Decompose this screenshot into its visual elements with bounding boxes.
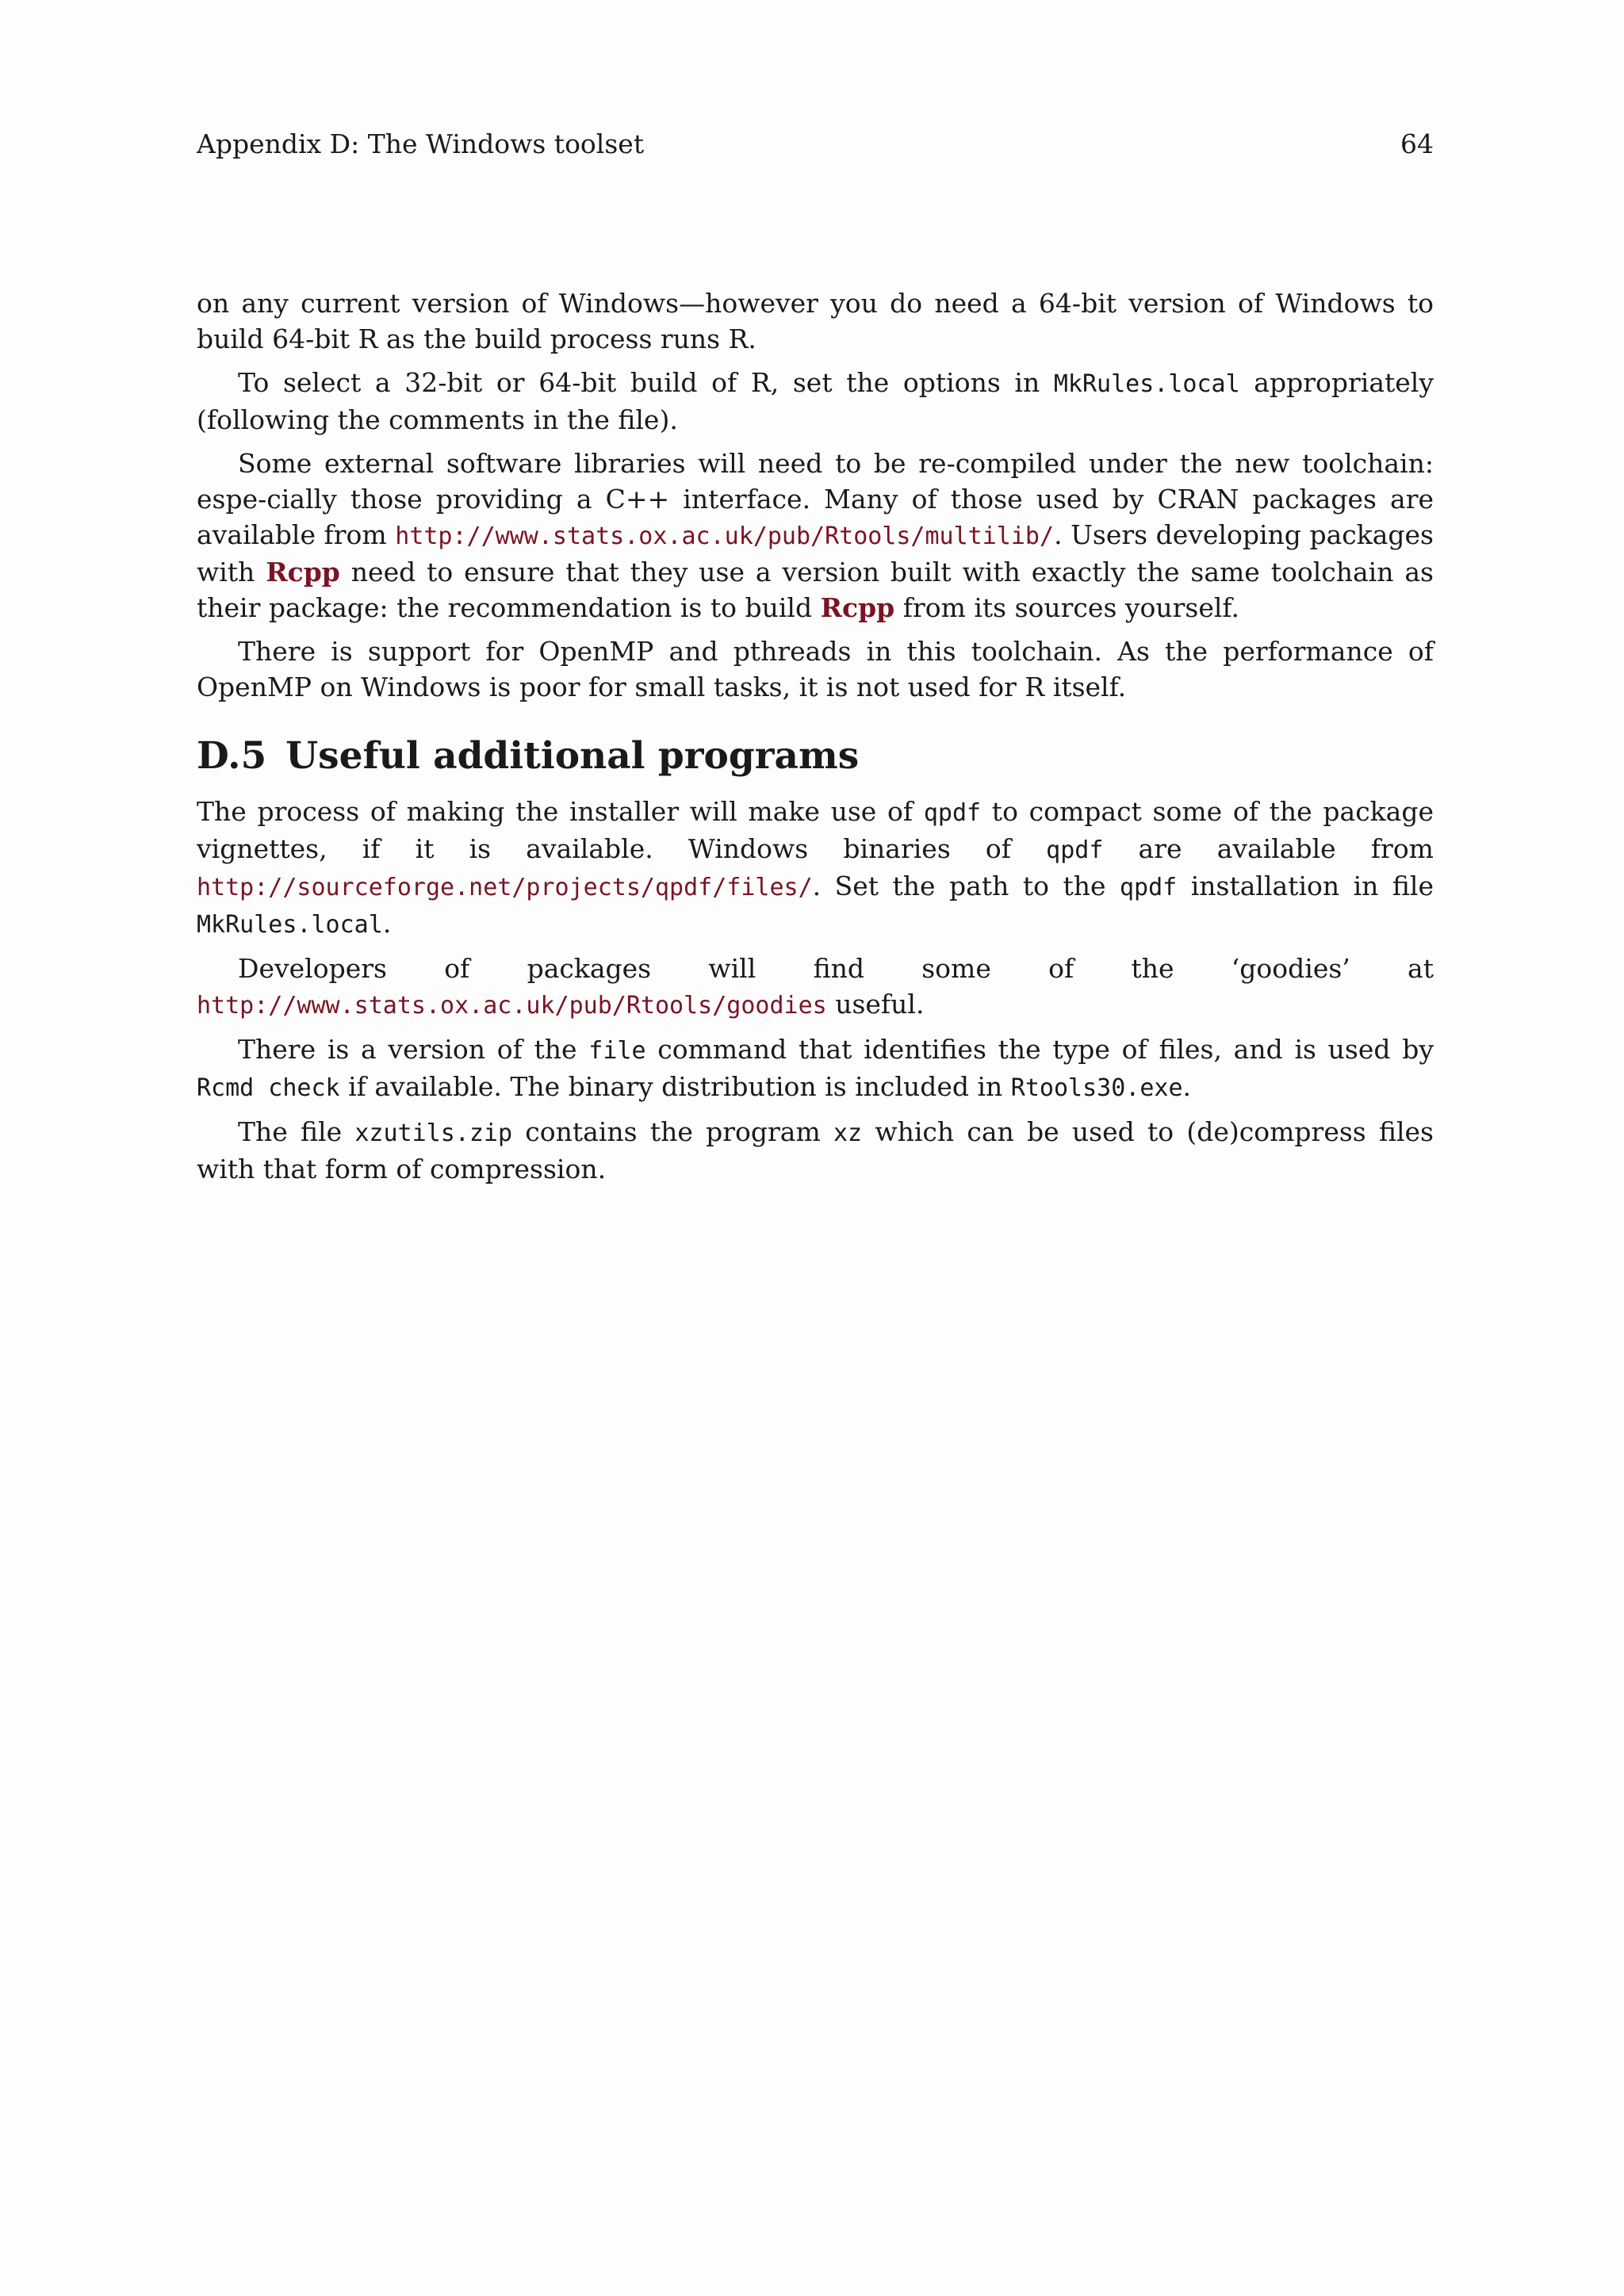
text-run: To select a 32-bit or 64-bit build of R, set the options in bbox=[238, 367, 1054, 398]
code-file: file bbox=[588, 1037, 646, 1065]
text-run: are available from bbox=[1103, 833, 1434, 864]
paragraph-continued bbox=[197, 285, 1434, 357]
text-run: appropriately (following the comments in the file). bbox=[197, 367, 1434, 435]
text-run: The file bbox=[238, 1116, 355, 1147]
code-qpdf: qpdf bbox=[923, 799, 982, 827]
code-qpdf: qpdf bbox=[1119, 874, 1178, 901]
code-xz: xz bbox=[833, 1119, 863, 1147]
section-number: D.5 bbox=[197, 734, 267, 778]
text-run: packages are available from bbox=[197, 484, 1434, 550]
section-heading bbox=[197, 733, 1434, 779]
text-run: if available. The binary distribution is included in bbox=[339, 1071, 1011, 1102]
paragraph-external-libraries bbox=[197, 446, 1434, 626]
paragraph-text: on any current version of Windows—however you do need a 64-bit version of Windows to build 64-bit R as the build process runs R. bbox=[197, 288, 1434, 354]
chapter-title: Appendix D: The Windows toolset bbox=[197, 128, 645, 159]
section-title: Useful additional programs bbox=[285, 734, 860, 778]
code-mkrules-local: MkRules.local bbox=[197, 911, 383, 939]
text-run: There is a version of the bbox=[238, 1034, 589, 1065]
cpp-label: C++ bbox=[605, 484, 670, 515]
text-run: need to ensure that they use a version built with exactly the same toolchain as their package: the recommendation is to build bbox=[197, 557, 1434, 623]
package-rcpp[interactable]: Rcpp bbox=[266, 557, 340, 587]
text-run: The process of making the installer will make use of bbox=[197, 796, 924, 827]
paragraph-file-command bbox=[197, 1031, 1434, 1106]
package-rcpp[interactable]: Rcpp bbox=[820, 592, 895, 623]
paragraph-text: There is support for OpenMP and pthreads in this toolchain. As the performance of OpenMP on Windows is poor for small tasks, it is not used for R itself. bbox=[197, 636, 1434, 702]
paragraph-goodies bbox=[197, 951, 1434, 1024]
text-run: to compact some of the package vignettes, if it is available. Windows binaries of bbox=[197, 796, 1434, 864]
code-rtools30-exe: Rtools30.exe bbox=[1010, 1074, 1183, 1102]
page-content bbox=[197, 285, 1434, 1195]
text-run: which can be used to (de)compress files with that form of compression. bbox=[197, 1116, 1434, 1184]
running-header bbox=[197, 127, 1434, 162]
text-run: . Set the path to the bbox=[812, 871, 1120, 901]
text-run: useful. bbox=[826, 989, 925, 1020]
text-run: . bbox=[1182, 1071, 1192, 1102]
cran-label: CRAN bbox=[1157, 484, 1239, 515]
paragraph-xzutils bbox=[197, 1114, 1434, 1187]
text-run: Developers of packages will find some of the ‘goodies’ at bbox=[238, 953, 1434, 984]
paragraph-build-options bbox=[197, 365, 1434, 438]
text-run: interface. Many of those used by bbox=[669, 484, 1158, 515]
text-run: contains the program bbox=[512, 1116, 833, 1147]
link-goodies[interactable]: http://www.stats.ox.ac.uk/pub/Rtools/goodies bbox=[197, 992, 827, 1020]
paragraph-qpdf bbox=[197, 794, 1434, 943]
text-run: command that identifies the type of files, and is used by bbox=[645, 1034, 1434, 1065]
paragraph-openmp bbox=[197, 633, 1434, 705]
text-run: . Users developing packages with bbox=[197, 519, 1434, 587]
link-sourceforge-qpdf[interactable]: http://sourceforge.net/projects/qpdf/files/ bbox=[197, 874, 813, 901]
code-mkrules-local: MkRules.local bbox=[1053, 370, 1240, 398]
code-qpdf: qpdf bbox=[1046, 836, 1104, 864]
link-multilib[interactable]: http://www.stats.ox.ac.uk/pub/Rtools/multilib/ bbox=[395, 522, 1055, 550]
text-run: installation in file bbox=[1177, 871, 1434, 901]
text-run: . bbox=[382, 908, 392, 939]
page-number: 64 bbox=[1400, 128, 1434, 159]
text-run: Some external software libraries will need to be re-compiled under the new toolchain: espe-cially those providing a bbox=[197, 448, 1434, 515]
code-xzutils-zip: xzutils.zip bbox=[354, 1119, 513, 1147]
text-run: from its sources yourself. bbox=[894, 592, 1239, 623]
code-rcmd-check: Rcmd check bbox=[197, 1074, 340, 1102]
